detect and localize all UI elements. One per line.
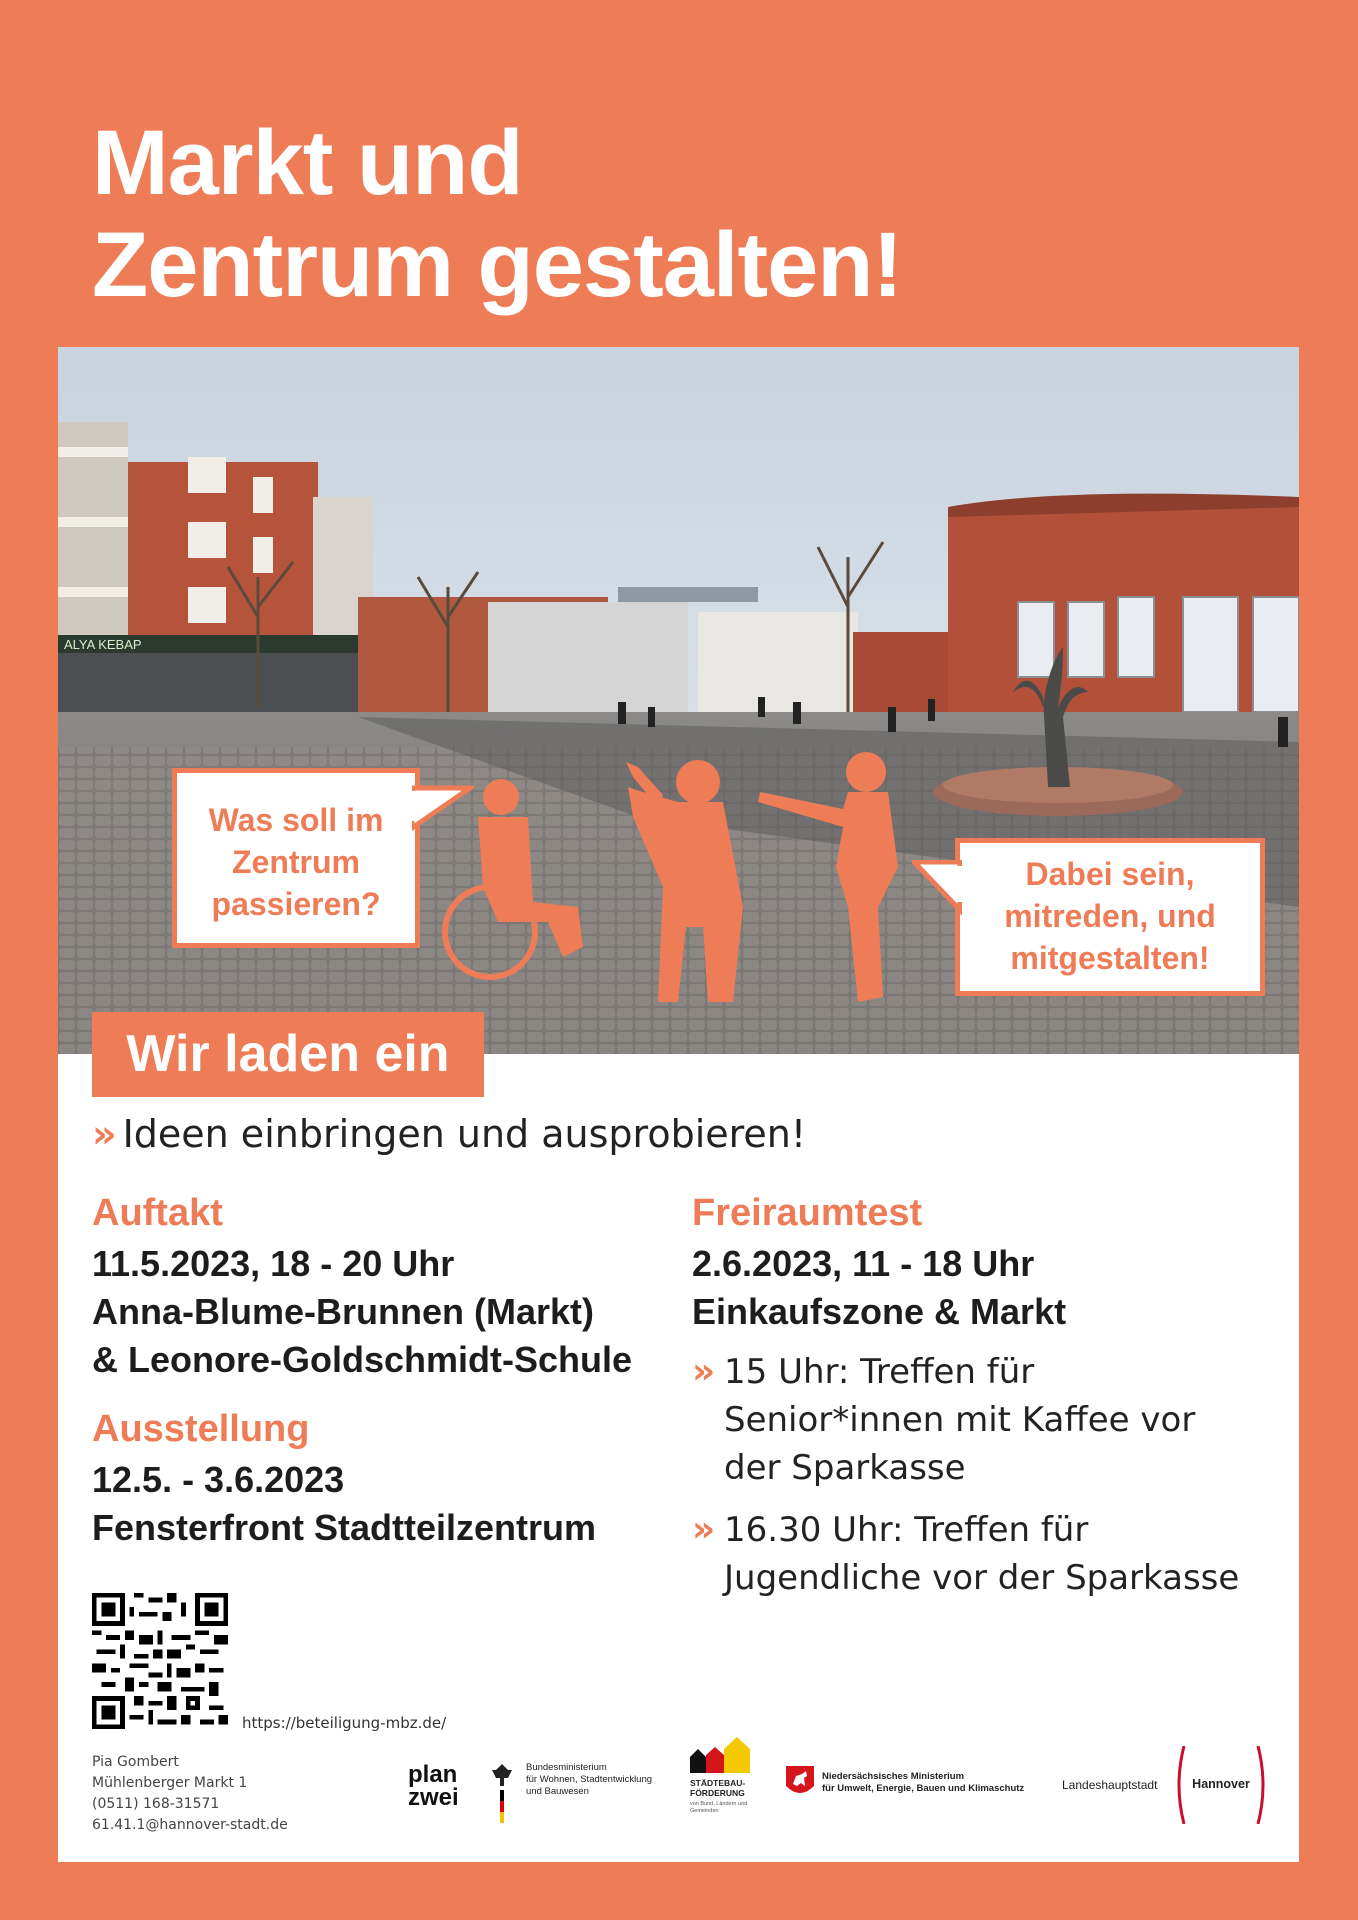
bullet-youth [692,1506,1252,1602]
auftakt-place-2: & Leonore-Goldschmidt-Schule [92,1339,633,1380]
contact-block [92,1752,288,1836]
auftakt-place-1: Anna-Blume-Brunnen (Markt) [92,1291,594,1332]
nds-logo-line-1: Niedersächsisches Ministerium [822,1771,965,1782]
ausstellung-date: 12.5. - 3.6.2023 [92,1459,345,1500]
invite-label: Wir laden ein [92,1012,484,1097]
contact-email[interactable]: 61.41.1@hannover-stadt.de [92,1817,288,1833]
title-line-1: Markt und [92,112,523,214]
poster-title [92,112,902,316]
staedtebau-logo-line-1: STÄDTEBAU- [690,1778,746,1788]
freiraumtest-date: 2.6.2023, 11 - 18 Uhr [692,1243,1035,1284]
bubble-invitation-text: Dabei sein, mitreden, und mitgestalten! [1004,856,1216,976]
contact-phone: (0511) 168-31571 [92,1796,220,1812]
qr-code[interactable] [92,1593,228,1729]
federal-eagle-icon [490,1762,514,1824]
planzwei-logo [408,1763,459,1809]
freiraumtest-place: Einkaufszone & Markt [692,1291,1067,1332]
contact-address: Mühlenberger Markt 1 [92,1775,248,1791]
speech-bubble-invitation [955,838,1265,996]
lead-text: Ideen einbringen und ausprobieren! [122,1112,807,1156]
bullet-youth-line-2: Jugendliche vor der Sparkasse [724,1558,1240,1598]
staedtebaufoerderung-logo [690,1735,760,1815]
bullet-seniors-line-3: der Sparkasse [724,1448,966,1488]
bullet-youth-line-1: 16.30 Uhr: Treffen für [724,1510,1089,1550]
hannover-logo [1174,1746,1268,1824]
arrow-icon: » [92,1112,117,1156]
houses-icon [690,1735,752,1773]
planzwei-logo-line-2: zwei [408,1784,459,1811]
lead-line [92,1112,806,1156]
participation-url[interactable]: https://beteiligung-mbz.de/ [242,1714,447,1732]
bmwsb-logo-line-1: Bundesministerium [526,1762,607,1773]
ausstellung-place: Fensterfront Stadtteilzentrum [92,1507,597,1548]
horse-crest-icon [786,1766,814,1798]
auftakt-heading: Auftakt [92,1192,223,1234]
planzwei-logo-line-1: plan [408,1761,458,1788]
nds-logo-line-2: für Umwelt, Energie, Bauen und Klimaschutz [822,1783,1025,1794]
bullet-seniors-line-2: Senior*innen mit Kaffee vor [724,1400,1196,1440]
title-line-2: Zentrum gestalten! [92,214,903,316]
bubble-tail-right [912,860,962,915]
bubble-question-text: Was soll im Zentrum passieren? [208,802,384,922]
staedtebau-logo-line-2: FÖRDERUNG [690,1788,745,1798]
bmwsb-logo-line-2: für Wohnen, Stadtentwicklung [526,1774,653,1785]
shop-sign-text: ALYA KEBAP [64,637,142,652]
bmwsb-logo-line-3: und Bauwesen [526,1786,589,1797]
staedtebau-logo-line-3: von Bund, Ländern und Gemeinden [690,1801,748,1814]
landeshauptstadt-label: Landeshauptstadt [1062,1778,1158,1792]
bullet-seniors-line-1: 15 Uhr: Treffen für [724,1352,1035,1392]
bubble-tail-left [412,782,474,832]
hannover-logo-text: Hannover [1192,1777,1250,1791]
contact-name: Pia Gombert [92,1754,179,1770]
speech-bubble-question [172,768,420,948]
arrow-icon: » [692,1351,716,1392]
auftakt-date: 11.5.2023, 18 - 20 Uhr [92,1243,455,1284]
ausstellung-heading: Ausstellung [92,1408,310,1450]
freiraumtest-heading: Freiraumtest [692,1192,923,1234]
arrow-icon: » [692,1509,716,1550]
bullet-seniors [692,1348,1252,1492]
